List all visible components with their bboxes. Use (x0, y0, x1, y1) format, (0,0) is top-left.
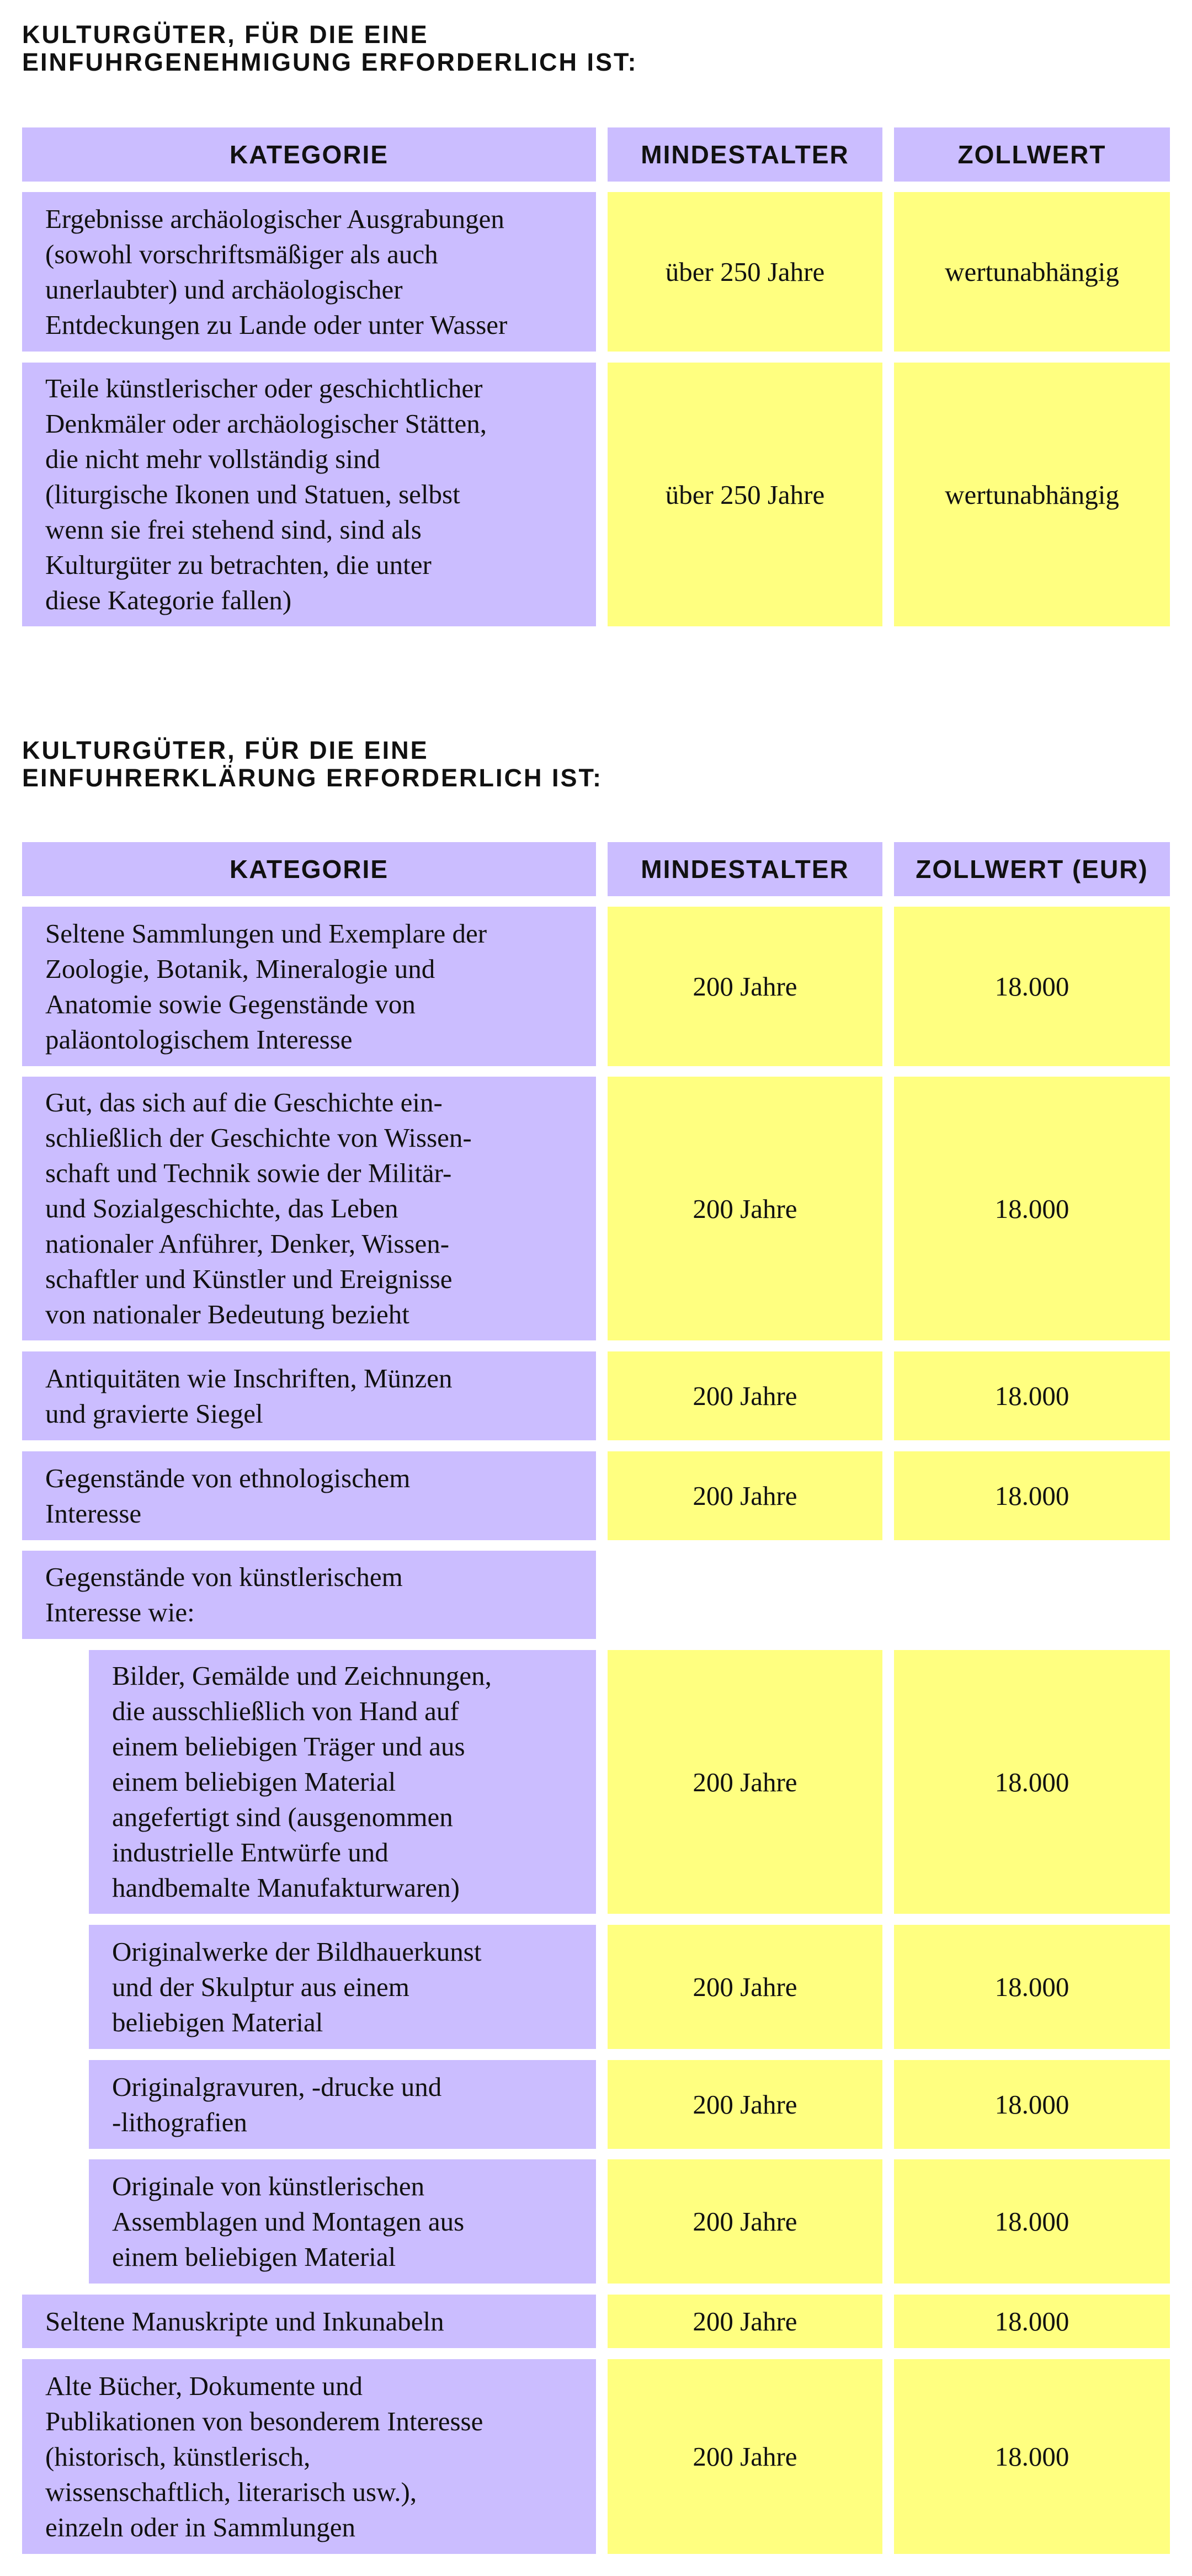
min-age-cell: 200 Jahre (608, 2060, 882, 2149)
min-age-cell: 200 Jahre (608, 1650, 882, 1914)
header-category: KATEGORIE (22, 127, 596, 182)
table-row (22, 1351, 1170, 1440)
category-cell: Ergebnisse archäologischer Ausgrabungen (sowohl vorschriftsmäßiger als auch unerlaubter) und archäologischer Entdeckungen zu Lande oder unter Wasser (22, 192, 596, 352)
table-row (22, 907, 1170, 1066)
value-cell: 18.000 (894, 2159, 1170, 2284)
table-header-row (22, 127, 1170, 182)
value-cell: wertunabhängig (894, 192, 1170, 352)
table-subrow (22, 2060, 1170, 2149)
value-cell: 18.000 (894, 2359, 1170, 2554)
min-age-cell: 200 Jahre (608, 1925, 882, 2049)
category-cell: Gegenstände von ethnologischem Interesse (22, 1451, 596, 1540)
min-age-cell: 200 Jahre (608, 907, 882, 1066)
subcategory-cell: Originalgravuren, -drucke und -lithografien (89, 2060, 596, 2149)
value-cell: 18.000 (894, 1925, 1170, 2049)
value-cell: wertunabhängig (894, 363, 1170, 626)
table-row (22, 1451, 1170, 1540)
category-cell: Antiquitäten wie Inschriften, Münzen und gravierte Siegel (22, 1351, 596, 1440)
table-row (22, 363, 1170, 626)
header-category: KATEGORIE (22, 842, 596, 896)
header-value: ZOLLWERT (894, 127, 1170, 182)
value-cell: 18.000 (894, 1650, 1170, 1914)
category-cell: Seltene Sammlungen und Exemplare der Zoologie, Botanik, Mineralogie und Anatomie sowie Gegenstände von paläontologischem Interesse (22, 907, 596, 1066)
section2-title: KULTURGÜTER, FÜR DIE EINE EINFUHRERKLÄRUNG ERFORDERLICH IST: (22, 736, 603, 792)
category-cell: Gut, das sich auf die Geschichte ein- schließlich der Geschichte von Wissen- schaft und Technik sowie der Militär- und Sozialgeschichte, das Leben nationaler Anführer, Denker, Wissen- schaftler und Künstler und Ereignisse von nationaler Bedeutung bezieht (22, 1077, 596, 1340)
table-row (22, 2295, 1170, 2348)
table-subrow (22, 1650, 1170, 1914)
subcategory-cell: Bilder, Gemälde und Zeichnungen, die ausschließlich von Hand auf einem beliebigen Träger und aus einem beliebigen Material angefertigt sind (ausgenommen industrielle Entwürfe und handbemalte Manufakturwaren) (89, 1650, 596, 1914)
category-cell: Teile künstlerischer oder geschichtlicher Denkmäler oder archäologischer Stätten, die nicht mehr vollständig sind (liturgische Ikonen und Statuen, selbst wenn sie frei stehend sind, sind als Kulturgüter zu betrachten, die unter diese Kategorie fallen) (22, 363, 596, 626)
table-subrow (22, 2159, 1170, 2284)
min-age-cell: 200 Jahre (608, 2159, 882, 2284)
min-age-cell: über 250 Jahre (608, 192, 882, 352)
header-min-age: MINDESTALTER (608, 842, 882, 896)
min-age-cell: 200 Jahre (608, 2295, 882, 2348)
value-cell: 18.000 (894, 1351, 1170, 1440)
min-age-cell: 200 Jahre (608, 1077, 882, 1340)
value-cell: 18.000 (894, 2060, 1170, 2149)
section1-title: KULTURGÜTER, FÜR DIE EINE EINFUHRGENEHMIGUNG ERFORDERLICH IST: (22, 20, 638, 76)
value-cell: 18.000 (894, 2295, 1170, 2348)
table-header-row (22, 842, 1170, 896)
value-cell: 18.000 (894, 1077, 1170, 1340)
table-subrow (22, 1925, 1170, 2049)
header-min-age: MINDESTALTER (608, 127, 882, 182)
min-age-cell: über 250 Jahre (608, 363, 882, 626)
header-value: ZOLLWERT (EUR) (894, 842, 1170, 896)
value-cell: 18.000 (894, 907, 1170, 1066)
table-group-row (22, 1551, 1170, 1639)
subcategory-cell: Originalwerke der Bildhauerkunst und der Skulptur aus einem beliebigen Material (89, 1925, 596, 2049)
table-row (22, 2359, 1170, 2554)
min-age-cell: 200 Jahre (608, 1351, 882, 1440)
value-cell: 18.000 (894, 1451, 1170, 1540)
subcategory-cell: Originale von künstlerischen Assemblagen und Montagen aus einem beliebigen Material (89, 2159, 596, 2284)
min-age-cell: 200 Jahre (608, 1451, 882, 1540)
table-row (22, 192, 1170, 352)
category-group-cell: Gegenstände von künstlerischem Interesse wie: (22, 1551, 596, 1639)
category-cell: Alte Bücher, Dokumente und Publikationen von besonderem Interesse (historisch, künstlerisch, wissenschaftlich, literarisch usw.), einzeln oder in Sammlungen (22, 2359, 596, 2554)
table-row (22, 1077, 1170, 1340)
category-cell: Seltene Manuskripte und Inkunabeln (22, 2295, 596, 2348)
min-age-cell: 200 Jahre (608, 2359, 882, 2554)
